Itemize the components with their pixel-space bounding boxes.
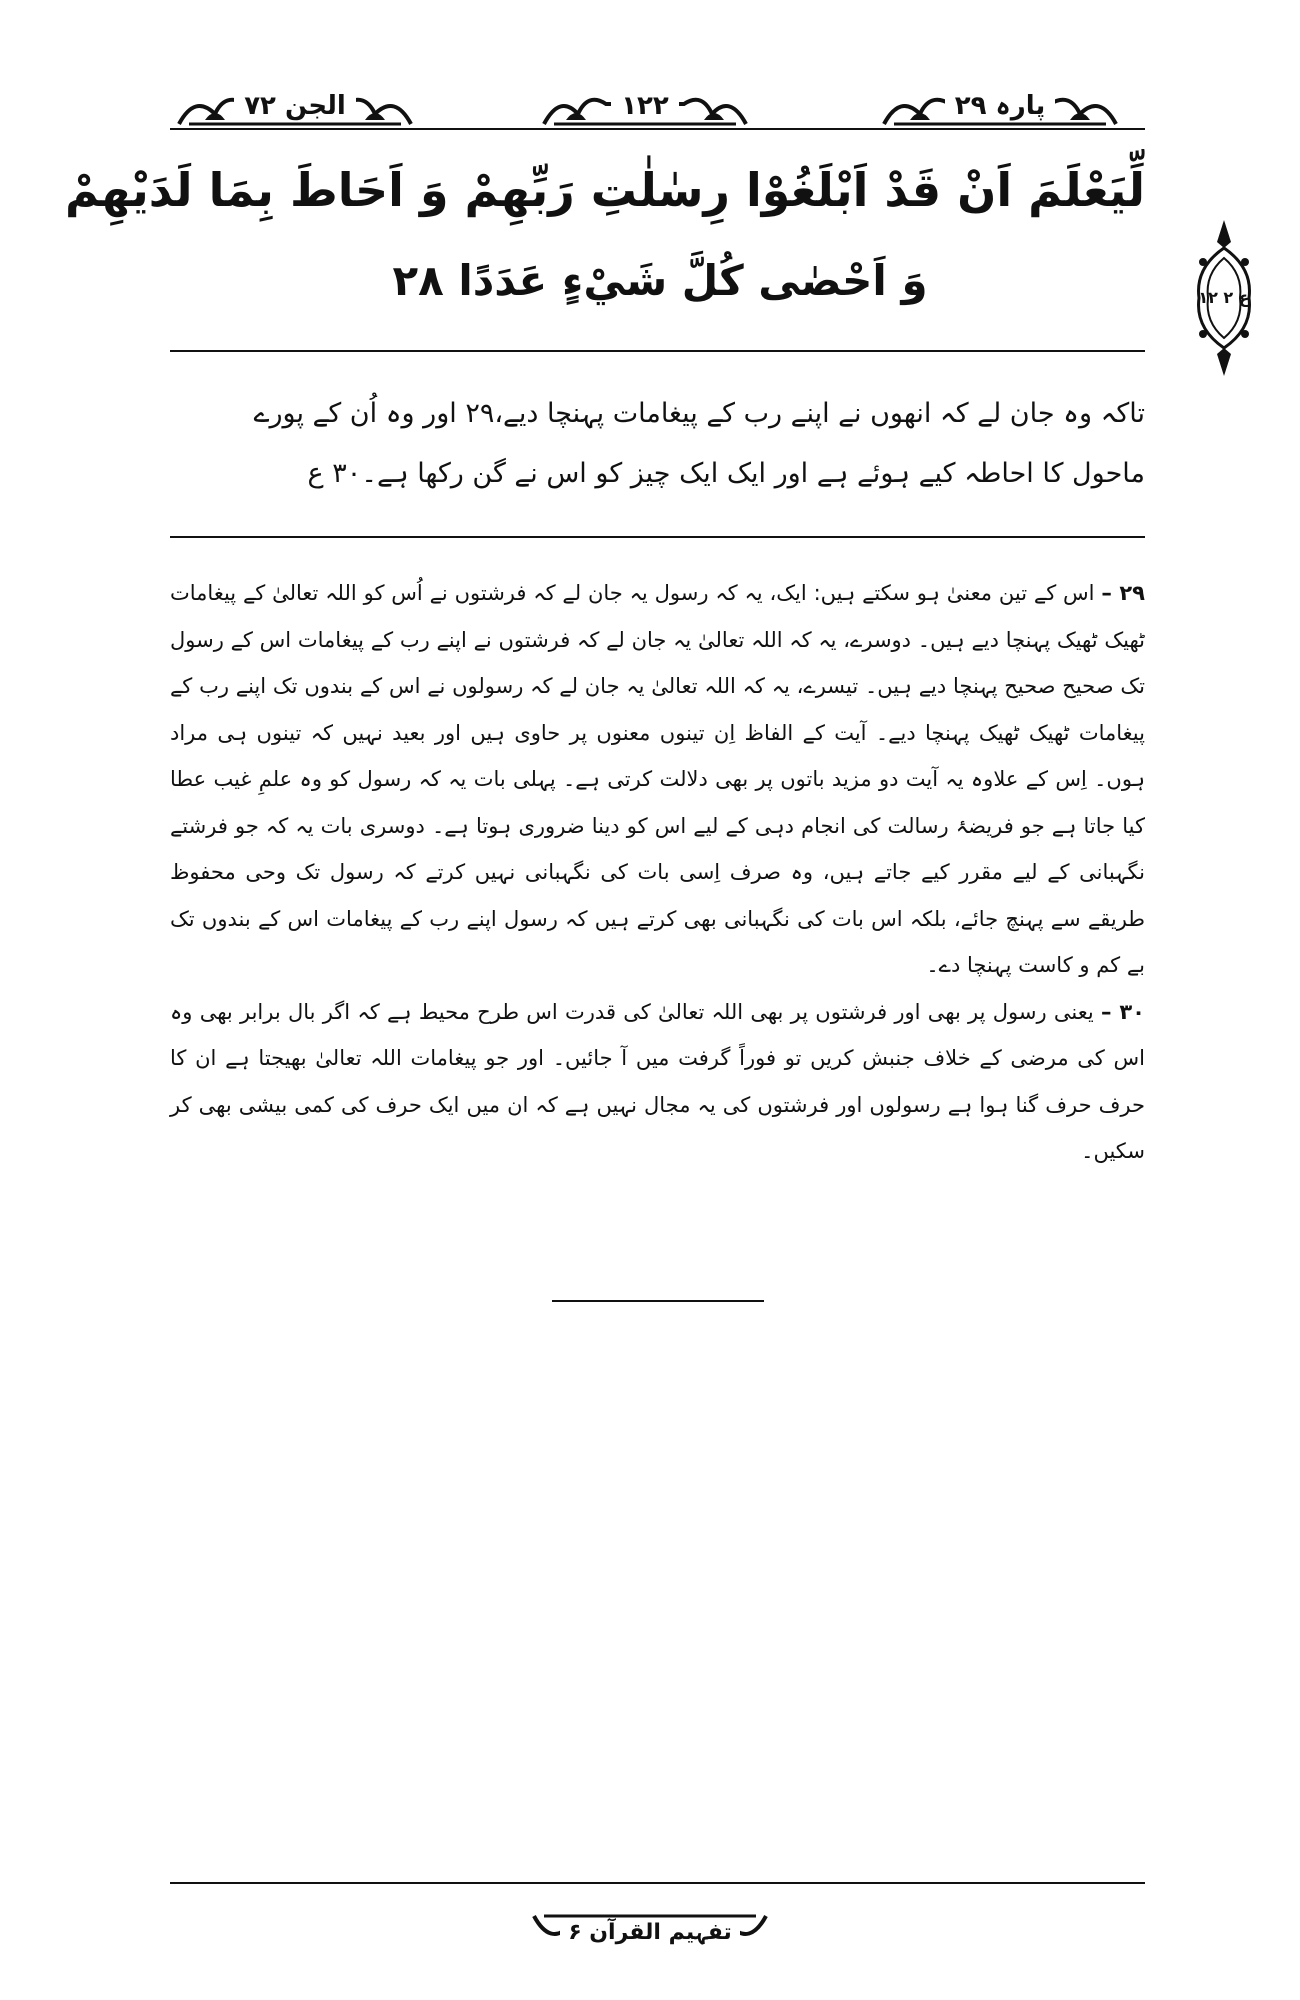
verse-line-1: لِّيَعْلَمَ اَنْ قَدْ اَبْلَغُوْا رِسٰلٰتِ رَبِّهِمْ وَ اَحَاطَ بِمَا لَدَيْهِمْ	[65, 163, 1145, 217]
footnote-text: یعنی رسول پر بھی اور فرشتوں پر بھی اللہ تعالیٰ کی قدرت اس طرح محیط ہے کہ اگر بال برابر بھی وہ اس کی مرضی کے خلاف جنبش کریں تو فوراً گرفت میں آ جائیں۔ اور جو پیغامات اللہ تعالیٰ بھیجتا ہے ان کا حرف حرف گنا ہوا ہے رسولوں اور فرشتوں کی یہ مجال نہیں ہے کہ ان میں ایک حرف کی کمی بیشی بھی کر سکیں۔	[170, 999, 1145, 1163]
para-header	[880, 84, 1120, 128]
header-rule	[170, 128, 1145, 130]
translation	[170, 384, 1145, 504]
footnote-number: ۲۹ –	[1101, 581, 1145, 605]
footnote-number: ۳۰ –	[1100, 999, 1145, 1024]
translation-line-2: ماحول کا احاطہ کیے ہوئے ہے اور ایک ایک چیز کو اس نے گن رکھا ہے۔۳۰ ع	[307, 458, 1145, 489]
page-number-header	[540, 84, 750, 128]
footnote-29	[170, 570, 1145, 989]
para-label: پارہ ۲۹	[945, 91, 1056, 121]
surah-header	[175, 84, 415, 128]
footnotes	[170, 570, 1145, 1175]
ruku-marker-text: ع ۲ ۱۲	[1198, 288, 1250, 307]
page-number: ۱۲۲	[611, 91, 679, 121]
verse-line-2: وَ اَحْصٰى كُلَّ شَيْءٍ عَدَدًا ۲۸	[392, 256, 928, 305]
footer-title	[530, 1910, 770, 1954]
footer-rule	[170, 1882, 1145, 1884]
verse-rule	[170, 350, 1145, 352]
footnote-text: اس کے تین معنیٰ ہو سکتے ہیں: ایک، یہ کہ رسول یہ جان لے کہ فرشتوں نے اُس کو اللہ تعالیٰ کے پیغامات ٹھیک ٹھیک پہنچا دیے ہیں۔ دوسرے، یہ کہ اللہ تعالیٰ یہ جان لے کہ فرشتوں نے اپنے رب کے پیغامات اس کے رسول تک صحیح صحیح پہنچا دیے ہیں۔ تیسرے، یہ کہ اللہ تعالیٰ یہ جان لے کہ رسولوں نے اس کے بندوں تک اپنے رب کے پیغامات ٹھیک ٹھیک پہنچا دیے۔ آیت کے الفاظ اِن تینوں معنوں پر حاوی ہیں اور بعید نہیں کہ تینوں ہی مراد ہوں۔ اِس کے علاوہ یہ آیت دو مزید باتوں پر بھی دلالت کرتی ہے۔ پہلی بات یہ کہ رسول کو وہ علمِ غیب عطا کیا جاتا ہے جو فریضۂ رسالت کی انجام دہی کے لیے اس کو دینا ضروری ہوتا ہے۔ دوسری بات یہ کہ جو فرشتے نگہبانی کے لیے مقرر کیے جاتے ہیں، وہ صرف اِسی بات کی نگہبانی نہیں کرتے کہ رسول تک وحی محفوظ طریقے سے پہنچ جائے، بلکہ اس بات کی نگہبانی بھی کرتے ہیں کہ رسول اپنے رب کے پیغامات اس کے بندوں تک بے کم و کاست پہنچا دے۔	[170, 581, 1146, 977]
translation-line-1: تاکہ وہ جان لے کہ انھوں نے اپنے رب کے پیغامات پہنچا دیے،۲۹ اور وہ اُن کے پورے	[253, 398, 1145, 429]
footer-label: تفہیم القرآن ۶	[560, 1920, 740, 1945]
end-of-notes-rule	[552, 1300, 764, 1302]
surah-label: الجن ۷۲	[234, 91, 356, 121]
ruku-marker	[1193, 218, 1255, 378]
translation-rule	[170, 536, 1145, 538]
footnote-30	[170, 989, 1145, 1175]
